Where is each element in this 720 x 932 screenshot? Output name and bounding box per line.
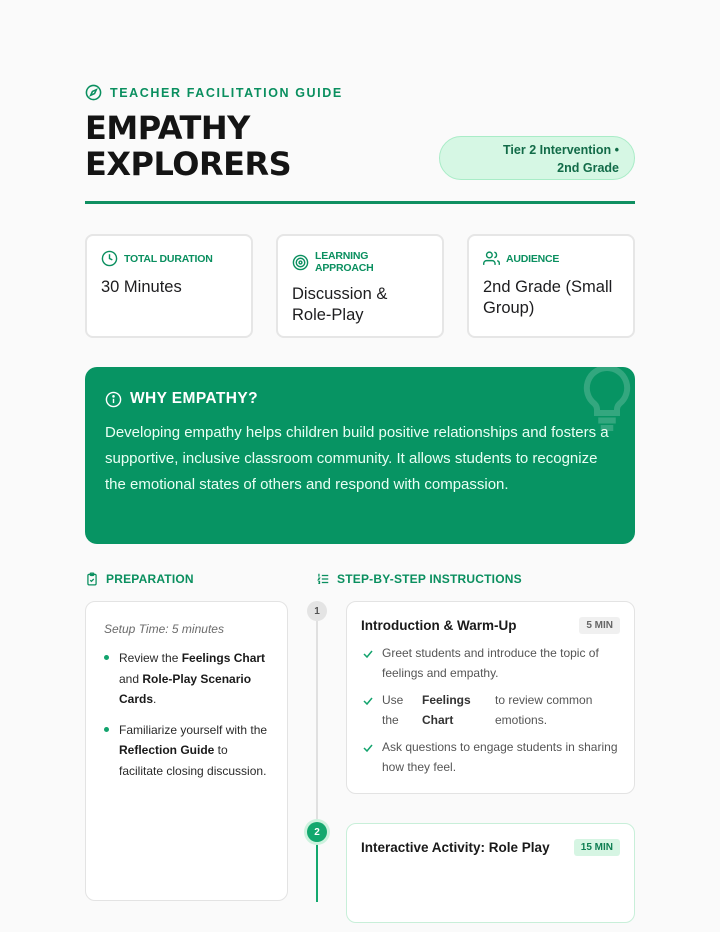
check-icon bbox=[362, 695, 374, 707]
stat-value: 2nd Grade (Small Group) bbox=[483, 278, 613, 317]
why-body: Developing empathy helps children build positive relationships and fosters a supportive, inclusive classroom community. It allows students to recognize the emotional states of others and respond with compassion. bbox=[105, 424, 609, 493]
header-divider bbox=[85, 201, 635, 204]
why-empathy-callout bbox=[85, 367, 635, 544]
preparation-heading-text: PREPARATION bbox=[106, 572, 194, 586]
info-icon bbox=[105, 391, 122, 408]
stat-card-duration bbox=[85, 234, 253, 338]
title-line-1: EMPATHY bbox=[85, 109, 250, 147]
list-item: Use the Feelings Chart to review common emotions. bbox=[361, 691, 620, 730]
instructions-heading bbox=[316, 572, 522, 586]
step-number-1: 1 bbox=[307, 601, 327, 621]
stat-card-approach bbox=[276, 234, 444, 338]
facilitation-guide-page bbox=[85, 0, 635, 932]
preparation-card bbox=[85, 601, 288, 901]
list-item: Ask questions to engage students in sharing how they feel. bbox=[361, 738, 620, 777]
title-line-2: EXPLORERS bbox=[85, 145, 292, 183]
list-item: Familiarize yourself with the Reflection Guide to facilitate closing discussion. bbox=[104, 720, 269, 782]
target-icon bbox=[292, 254, 309, 271]
step-card-2 bbox=[346, 823, 635, 923]
duration-badge: 5 MIN bbox=[579, 617, 620, 634]
stat-value: Discussion & Role-Play bbox=[292, 285, 388, 324]
clipboard-check-icon bbox=[85, 572, 99, 586]
preparation-heading bbox=[85, 572, 194, 586]
step-checklist bbox=[361, 644, 620, 777]
stat-label: TOTAL DURATION bbox=[124, 252, 213, 265]
preparation-list bbox=[104, 648, 269, 781]
step-title: Interactive Activity: Role Play bbox=[361, 840, 550, 855]
step-title: Introduction & Warm-Up bbox=[361, 618, 517, 633]
step-card-1 bbox=[346, 601, 635, 794]
users-icon bbox=[483, 250, 500, 267]
check-icon bbox=[362, 648, 374, 660]
stat-value: 30 Minutes bbox=[101, 278, 182, 296]
tier-badge: Tier 2 Intervention • 2nd Grade bbox=[439, 136, 635, 180]
instructions-heading-text: STEP-BY-STEP INSTRUCTIONS bbox=[337, 572, 522, 586]
page-title bbox=[85, 110, 405, 182]
stat-label: LEARNING APPROACH bbox=[315, 250, 374, 274]
compass-icon bbox=[85, 84, 102, 101]
eyebrow-text: TEACHER FACILITATION GUIDE bbox=[110, 85, 343, 100]
list-ordered-icon bbox=[316, 572, 330, 586]
duration-badge: 15 MIN bbox=[574, 839, 620, 856]
why-heading: WHY EMPATHY? bbox=[130, 390, 258, 407]
stat-label: AUDIENCE bbox=[506, 252, 560, 265]
step-number-2: 2 bbox=[307, 822, 327, 842]
eyebrow bbox=[85, 84, 343, 101]
timeline-track-active bbox=[316, 832, 318, 902]
clock-icon bbox=[101, 250, 118, 267]
setup-time: Setup Time: 5 minutes bbox=[104, 622, 224, 636]
lightbulb-icon bbox=[577, 367, 635, 433]
stat-card-audience bbox=[467, 234, 635, 338]
list-item: Review the Feelings Chart and Role-Play Scenario Cards. bbox=[104, 648, 269, 710]
list-item: Greet students and introduce the topic of feelings and empathy. bbox=[361, 644, 620, 683]
check-icon bbox=[362, 742, 374, 754]
